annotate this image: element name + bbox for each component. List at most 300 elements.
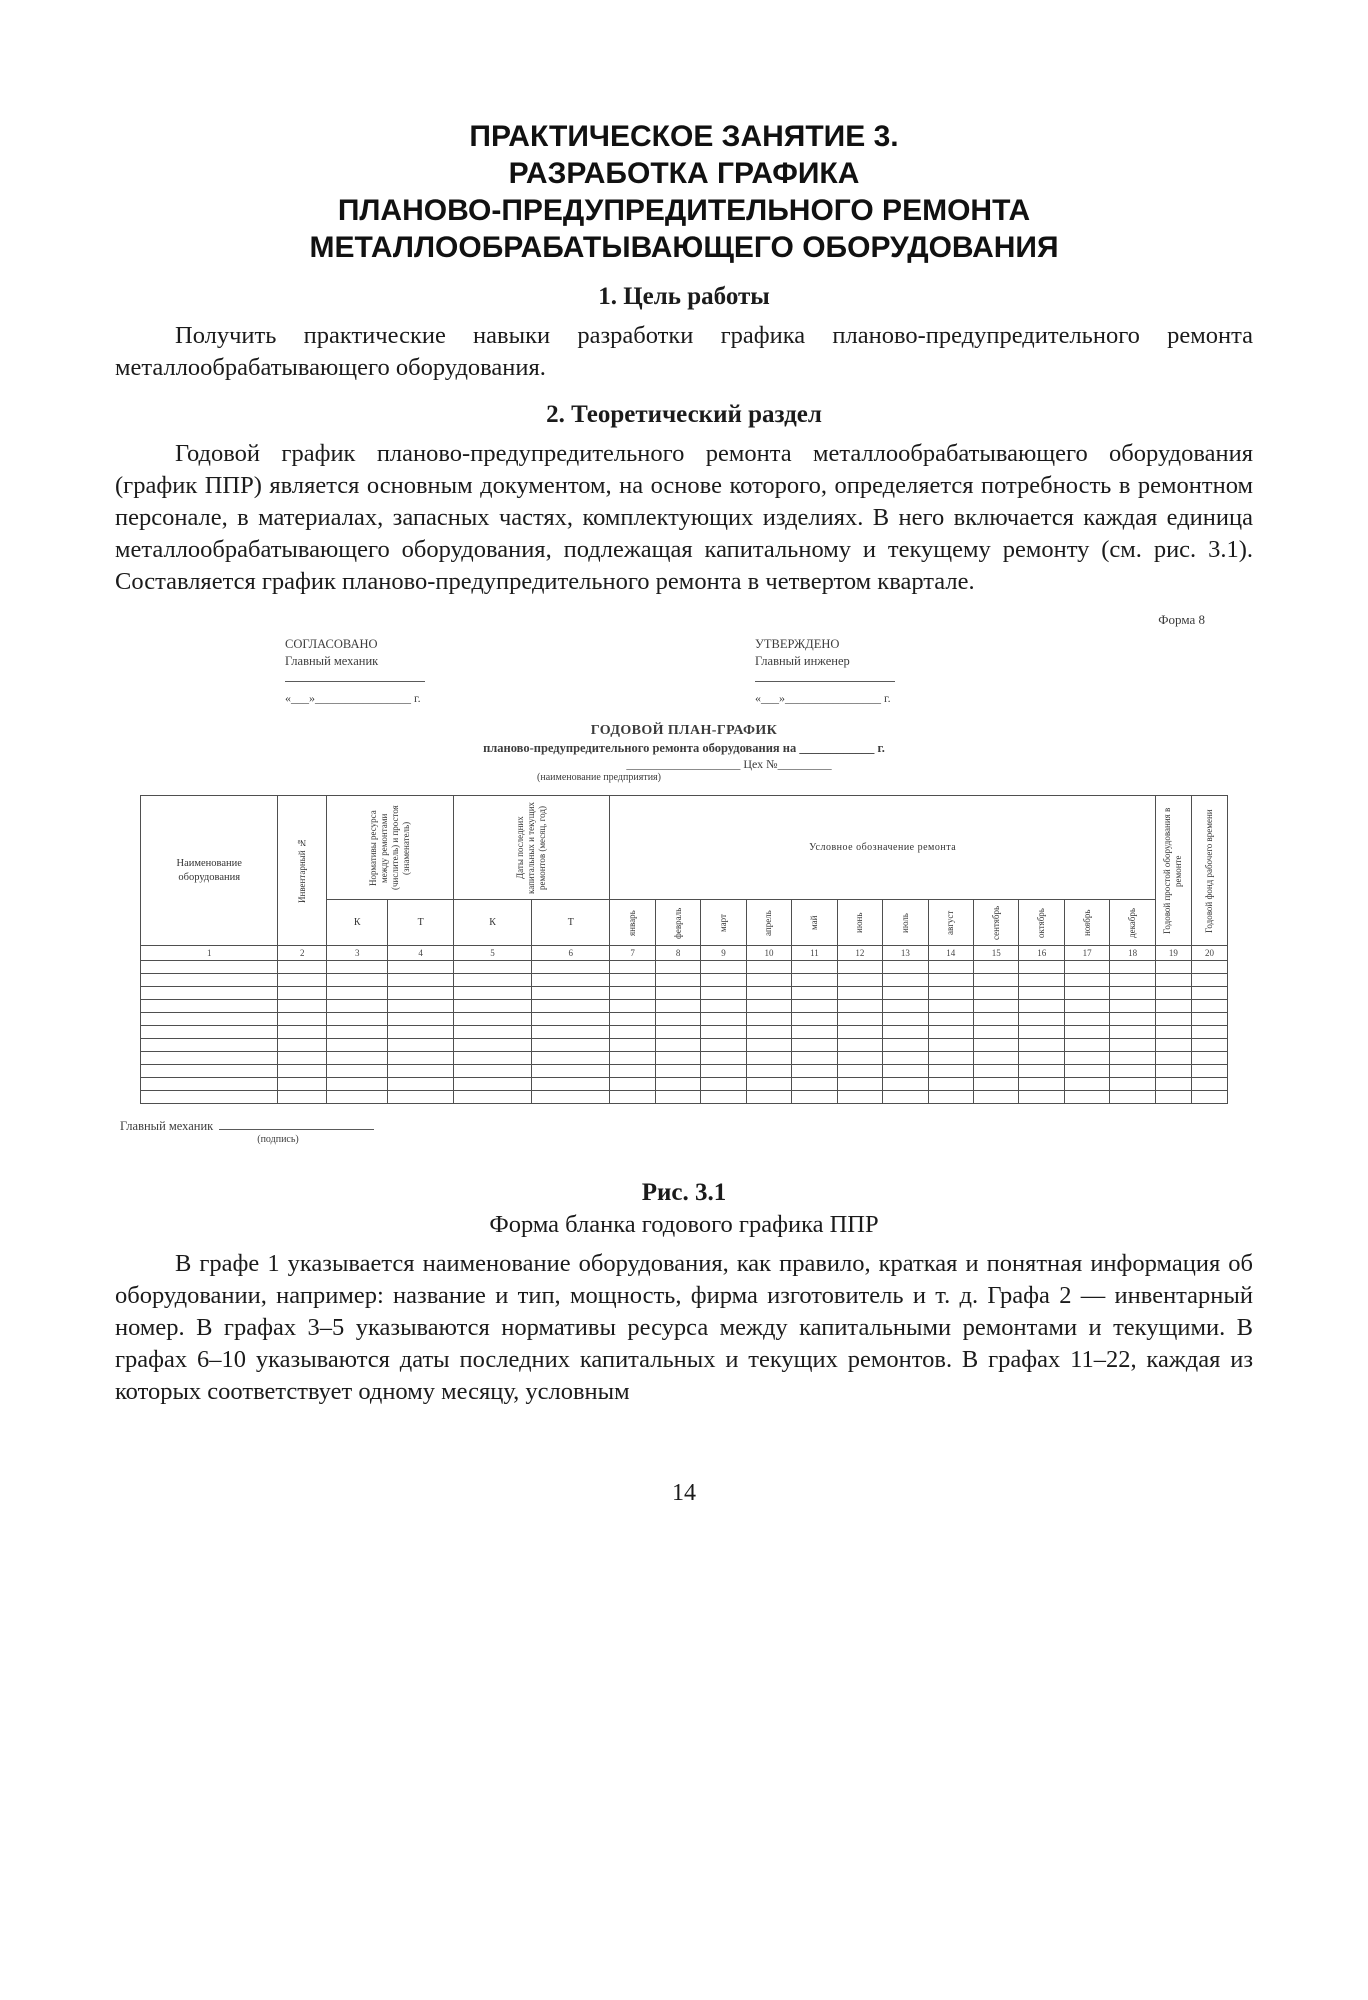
empty-cell — [1155, 961, 1191, 974]
empty-cell — [453, 961, 531, 974]
empty-cell — [610, 987, 655, 1000]
empty-cell — [928, 1026, 973, 1039]
empty-cell — [610, 1039, 655, 1052]
empty-cell — [883, 1026, 928, 1039]
empty-cell — [837, 987, 882, 1000]
empty-cell — [1064, 1039, 1109, 1052]
empty-cell — [1191, 1026, 1227, 1039]
empty-cell — [655, 1065, 700, 1078]
empty-cell — [883, 1078, 928, 1091]
empty-cell — [141, 974, 278, 987]
empty-cell — [883, 1091, 928, 1104]
empty-cell — [701, 987, 746, 1000]
col-number: 8 — [655, 946, 700, 961]
empty-cell — [1191, 974, 1227, 987]
chief-mechanic-label: Главный механик — [120, 1119, 214, 1133]
empty-cell — [655, 1039, 700, 1052]
empty-cell — [1110, 1078, 1156, 1091]
empty-cell — [974, 1039, 1019, 1052]
empty-cell — [928, 961, 973, 974]
empty-cell — [532, 974, 610, 987]
empty-cell — [327, 1078, 388, 1091]
month-cell: апрель — [746, 900, 791, 946]
empty-cell — [327, 961, 388, 974]
empty-cell — [141, 1000, 278, 1013]
empty-cell — [928, 974, 973, 987]
form-subtitle: планово-предупредительного ремонта оборудования на ____________ г. — [483, 741, 885, 755]
empty-cell — [327, 974, 388, 987]
empty-cell — [1019, 1026, 1064, 1039]
col-annual-downtime: Годовой простой оборудования в ремонте — [1155, 796, 1191, 946]
empty-cell — [655, 1052, 700, 1065]
empty-cell — [1019, 987, 1064, 1000]
month-cell: май — [792, 900, 837, 946]
empty-cell — [610, 1026, 655, 1039]
empty-cell — [1064, 1000, 1109, 1013]
empty-cell — [746, 1078, 791, 1091]
empty-cell — [327, 1013, 388, 1026]
empty-row — [141, 1013, 1228, 1026]
empty-cell — [453, 1078, 531, 1091]
empty-cell — [928, 1091, 973, 1104]
empty-cell — [532, 1078, 610, 1091]
col-number: 17 — [1064, 946, 1109, 961]
empty-cell — [1191, 1013, 1227, 1026]
empty-cell — [928, 1065, 973, 1078]
empty-cell — [532, 1039, 610, 1052]
empty-cell — [1191, 1091, 1227, 1104]
empty-cell — [883, 1065, 928, 1078]
empty-cell — [701, 1026, 746, 1039]
col-number: 10 — [746, 946, 791, 961]
empty-cell — [792, 974, 837, 987]
kt-cell: Т — [388, 900, 454, 946]
empty-cell — [974, 974, 1019, 987]
enterprise-line: ___________________ Цех №_________ — [626, 757, 832, 771]
signature-note: (подпись) — [257, 1134, 299, 1145]
empty-cell — [974, 1078, 1019, 1091]
empty-cell — [1019, 1078, 1064, 1091]
empty-cell — [746, 1000, 791, 1013]
section-2-paragraph: Годовой график планово-предупредительного ремонта металлообрабатывающего оборудования (график ППР) является основным документом, на основе которого, определяется потребность в ремонтном персонале, в материалах, запасных частях, комплектующих изделиях. В него включается каждая единица металлообрабатывающего оборудования, подлежащая капитальному и текущему ремонту (см. рис. 3.1). Составляется график планово-предупредительного ремонта в четвертом квартале. — [115, 440, 1253, 595]
empty-cell — [928, 1039, 973, 1052]
empty-cell — [1019, 1091, 1064, 1104]
empty-cell — [701, 1091, 746, 1104]
col-number: 2 — [278, 946, 327, 961]
empty-cell — [278, 1091, 327, 1104]
empty-cell — [1110, 961, 1156, 974]
kt-cell: К — [453, 900, 531, 946]
empty-cell — [883, 974, 928, 987]
empty-cell — [453, 1052, 531, 1065]
empty-cell — [141, 1078, 278, 1091]
empty-cell — [701, 1039, 746, 1052]
month-cell: август — [928, 900, 973, 946]
empty-cell — [1110, 987, 1156, 1000]
empty-cell — [388, 1091, 454, 1104]
empty-cell — [837, 1000, 882, 1013]
empty-cell — [327, 1091, 388, 1104]
empty-cell — [141, 1039, 278, 1052]
empty-cell — [610, 1091, 655, 1104]
empty-cell — [1064, 974, 1109, 987]
col-number: 14 — [928, 946, 973, 961]
empty-cell — [837, 1026, 882, 1039]
empty-cell — [141, 1026, 278, 1039]
empty-cell — [1191, 1065, 1227, 1078]
empty-cell — [278, 1039, 327, 1052]
title-line-1: ПРАКТИЧЕСКОЕ ЗАНЯТИЕ 3. — [469, 120, 899, 153]
empty-row — [141, 1026, 1228, 1039]
signature-blank-line — [219, 1118, 374, 1130]
empty-cell — [327, 1026, 388, 1039]
month-cell: сентябрь — [974, 900, 1019, 946]
empty-cell — [610, 974, 655, 987]
empty-cell — [655, 987, 700, 1000]
empty-cell — [1019, 1039, 1064, 1052]
empty-cell — [655, 961, 700, 974]
empty-cell — [1155, 1052, 1191, 1065]
empty-cell — [837, 1078, 882, 1091]
empty-cell — [655, 1078, 700, 1091]
empty-row — [141, 974, 1228, 987]
agreed-block — [285, 636, 425, 707]
empty-cell — [610, 1052, 655, 1065]
empty-cell — [141, 1013, 278, 1026]
col-group-resource-norms: Нормативы ресурса между ремонтами (числитель) и простоя (знаменатель) — [327, 796, 454, 900]
empty-cell — [837, 1013, 882, 1026]
col-number: 3 — [327, 946, 388, 961]
month-cell: ноябрь — [1064, 900, 1109, 946]
empty-cell — [974, 1000, 1019, 1013]
empty-cell — [532, 1091, 610, 1104]
empty-cell — [655, 1026, 700, 1039]
empty-cell — [1155, 1026, 1191, 1039]
empty-cell — [792, 961, 837, 974]
empty-cell — [746, 1039, 791, 1052]
empty-cell — [837, 1052, 882, 1065]
month-cell: март — [701, 900, 746, 946]
empty-row — [141, 961, 1228, 974]
empty-cell — [388, 1000, 454, 1013]
column-numbers-row — [141, 946, 1228, 961]
empty-cell — [327, 1000, 388, 1013]
empty-cell — [610, 1078, 655, 1091]
month-cell: июнь — [837, 900, 882, 946]
empty-cell — [1019, 1065, 1064, 1078]
empty-cell — [388, 1078, 454, 1091]
empty-cell — [141, 1052, 278, 1065]
empty-cell — [453, 1039, 531, 1052]
empty-cell — [1191, 1039, 1227, 1052]
empty-cell — [974, 987, 1019, 1000]
empty-row — [141, 1078, 1228, 1091]
empty-cell — [974, 1026, 1019, 1039]
empty-cell — [746, 1065, 791, 1078]
empty-cell — [1155, 974, 1191, 987]
empty-cell — [1191, 987, 1227, 1000]
empty-cell — [532, 1013, 610, 1026]
empty-cell — [701, 1052, 746, 1065]
empty-cell — [610, 1013, 655, 1026]
empty-cell — [453, 1013, 531, 1026]
col-equipment-name: Наименование оборудования — [141, 796, 278, 946]
empty-cell — [792, 987, 837, 1000]
figure-caption — [115, 1179, 1253, 1239]
empty-cell — [453, 974, 531, 987]
empty-cell — [141, 987, 278, 1000]
empty-cell — [141, 1065, 278, 1078]
empty-cell — [1019, 974, 1064, 987]
col-number: 19 — [1155, 946, 1191, 961]
section-2-heading: 2. Теоретический раздел — [546, 401, 822, 428]
form-main-title: ГОДОВОЙ ПЛАН-ГРАФИК — [590, 723, 778, 738]
empty-cell — [1155, 1013, 1191, 1026]
empty-cell — [883, 1052, 928, 1065]
empty-cell — [532, 1052, 610, 1065]
empty-cell — [388, 1013, 454, 1026]
empty-cell — [1064, 1026, 1109, 1039]
approved-signature-line — [755, 670, 895, 682]
empty-cell — [388, 1052, 454, 1065]
empty-cell — [1064, 1065, 1109, 1078]
empty-cell — [1191, 1052, 1227, 1065]
empty-cell — [746, 1013, 791, 1026]
empty-cell — [1155, 987, 1191, 1000]
empty-cell — [1064, 1078, 1109, 1091]
empty-cell — [1110, 1065, 1156, 1078]
section-1-heading: 1. Цель работы — [598, 283, 770, 310]
form-number-label: Форма 8 — [1158, 612, 1205, 627]
empty-cell — [453, 1091, 531, 1104]
col-annual-work-fund: Годовой фонд рабочего времени — [1191, 796, 1227, 946]
empty-cell — [532, 1065, 610, 1078]
empty-cell — [1191, 1000, 1227, 1013]
empty-cell — [1155, 1065, 1191, 1078]
table-header-row-1 — [141, 796, 1228, 900]
empty-cell — [792, 1000, 837, 1013]
empty-cell — [327, 987, 388, 1000]
empty-cell — [1064, 1052, 1109, 1065]
empty-cell — [655, 974, 700, 987]
empty-cell — [701, 974, 746, 987]
empty-cell — [974, 1052, 1019, 1065]
empty-cell — [1064, 1013, 1109, 1026]
empty-cell — [928, 1000, 973, 1013]
empty-cell — [746, 1052, 791, 1065]
empty-cell — [837, 1065, 882, 1078]
empty-cell — [1110, 1039, 1156, 1052]
title-line-3: ПЛАНОВО-ПРЕДУПРЕДИТЕЛЬНОГО РЕМОНТА — [337, 194, 1031, 227]
empty-cell — [532, 987, 610, 1000]
empty-cell — [278, 1000, 327, 1013]
col-number: 1 — [141, 946, 278, 961]
empty-cell — [1155, 1039, 1191, 1052]
empty-cell — [532, 961, 610, 974]
empty-cell — [453, 1000, 531, 1013]
empty-cell — [278, 974, 327, 987]
empty-cell — [1155, 1078, 1191, 1091]
empty-cell — [1019, 1052, 1064, 1065]
approved-title: УТВЕРЖДЕНО — [755, 637, 840, 651]
empty-cell — [1019, 1000, 1064, 1013]
empty-cell — [278, 1078, 327, 1091]
empty-cell — [1155, 1000, 1191, 1013]
empty-cell — [388, 974, 454, 987]
empty-cell — [883, 961, 928, 974]
empty-cell — [746, 1091, 791, 1104]
empty-cell — [701, 961, 746, 974]
col-number: 9 — [701, 946, 746, 961]
col-number: 18 — [1110, 946, 1156, 961]
empty-cell — [610, 961, 655, 974]
empty-cell — [610, 1000, 655, 1013]
empty-cell — [792, 1065, 837, 1078]
empty-cell — [278, 987, 327, 1000]
empty-cell — [701, 1065, 746, 1078]
agreed-title: СОГЛАСОВАНО — [285, 637, 378, 651]
empty-row — [141, 1000, 1228, 1013]
col-number: 4 — [388, 946, 454, 961]
col-number: 12 — [837, 946, 882, 961]
empty-cell — [278, 1052, 327, 1065]
month-cell: июль — [883, 900, 928, 946]
page-title — [115, 118, 1253, 266]
empty-cell — [746, 1026, 791, 1039]
empty-cell — [928, 1052, 973, 1065]
empty-cell — [792, 1026, 837, 1039]
approved-role: Главный инженер — [755, 654, 850, 668]
empty-cell — [655, 1000, 700, 1013]
empty-row — [141, 987, 1228, 1000]
agreed-date-line: «___»________________ г. — [285, 691, 421, 705]
empty-cell — [141, 961, 278, 974]
empty-cell — [1155, 1091, 1191, 1104]
empty-row — [141, 1091, 1228, 1104]
col-number: 15 — [974, 946, 1019, 961]
empty-cell — [388, 987, 454, 1000]
empty-cell — [746, 987, 791, 1000]
empty-cell — [1110, 1013, 1156, 1026]
empty-cell — [701, 1013, 746, 1026]
agreed-role: Главный механик — [285, 654, 379, 668]
section-3-paragraph: В графе 1 указывается наименование оборудования, как правило, краткая и понятная информация об оборудовании, например: название и тип, мощность, фирма изготовитель и т. д. Графа 2 — инвентарный номер. В графах 3–5 указываются нормативы ресурса между капитальными ремонтами и текущими. В графах 6–10 указываются даты последних капитальных и текущих ремонтов. В графах 11–22, каждая из которых соответствует одному месяцу, условным — [115, 1250, 1253, 1405]
empty-cell — [655, 1091, 700, 1104]
empty-cell — [532, 1026, 610, 1039]
agreed-signature-line — [285, 670, 425, 682]
empty-cell — [1191, 961, 1227, 974]
col-number: 13 — [883, 946, 928, 961]
month-cell: январь — [610, 900, 655, 946]
month-cell: февраль — [655, 900, 700, 946]
empty-cell — [883, 987, 928, 1000]
kt-cell: Т — [532, 900, 610, 946]
col-number: 7 — [610, 946, 655, 961]
empty-row — [141, 1039, 1228, 1052]
empty-cell — [453, 987, 531, 1000]
figure-number: Рис. 3.1 — [641, 1179, 727, 1206]
ppr-schedule-table — [140, 795, 1228, 1104]
empty-cell — [974, 1065, 1019, 1078]
empty-cell — [1019, 961, 1064, 974]
figure-title: Форма бланка годового графика ППР — [489, 1211, 879, 1238]
empty-cell — [701, 1000, 746, 1013]
title-line-4: МЕТАЛЛООБРАБАТЫВАЮЩЕГО ОБОРУДОВАНИЯ — [309, 231, 1059, 264]
empty-cell — [883, 1000, 928, 1013]
empty-cell — [327, 1052, 388, 1065]
empty-cell — [792, 1052, 837, 1065]
approval-blocks — [285, 636, 895, 707]
empty-cell — [974, 1091, 1019, 1104]
empty-cell — [1110, 1000, 1156, 1013]
col-number: 5 — [453, 946, 531, 961]
empty-cell — [1191, 1078, 1227, 1091]
col-number: 11 — [792, 946, 837, 961]
approved-date-line: «___»________________ г. — [755, 691, 891, 705]
empty-cell — [327, 1039, 388, 1052]
empty-cell — [928, 1013, 973, 1026]
month-cell: октябрь — [1019, 900, 1064, 946]
empty-cell — [837, 974, 882, 987]
empty-cell — [837, 1091, 882, 1104]
empty-cell — [883, 1013, 928, 1026]
empty-cell — [837, 1039, 882, 1052]
empty-cell — [792, 1078, 837, 1091]
col-number: 6 — [532, 946, 610, 961]
empty-cell — [928, 987, 973, 1000]
empty-cell — [1110, 1052, 1156, 1065]
col-group-repair-symbol: Условное обозначение ремонта — [610, 796, 1156, 900]
empty-cell — [883, 1039, 928, 1052]
ppr-table-body — [141, 961, 1228, 1104]
title-line-2: РАЗРАБОТКА ГРАФИКА — [508, 157, 860, 190]
empty-cell — [928, 1078, 973, 1091]
empty-cell — [655, 1013, 700, 1026]
col-inventory-number: Инвентарный № — [278, 796, 327, 946]
empty-cell — [453, 1065, 531, 1078]
empty-cell — [610, 1065, 655, 1078]
empty-cell — [278, 1013, 327, 1026]
empty-cell — [746, 974, 791, 987]
form-8 — [115, 612, 1253, 1145]
approved-block — [755, 636, 895, 707]
empty-cell — [388, 1026, 454, 1039]
empty-cell — [837, 961, 882, 974]
empty-cell — [388, 1039, 454, 1052]
empty-cell — [388, 1065, 454, 1078]
empty-cell — [746, 961, 791, 974]
section-1-paragraph: Получить практические навыки разработки графика планово-предупредительного ремонта металлообрабатывающего оборудования. — [115, 322, 1253, 381]
empty-cell — [532, 1000, 610, 1013]
chief-mechanic-signature — [120, 1118, 1253, 1134]
empty-cell — [141, 1091, 278, 1104]
empty-row — [141, 1052, 1228, 1065]
empty-cell — [278, 1026, 327, 1039]
empty-cell — [1064, 987, 1109, 1000]
empty-cell — [1019, 1013, 1064, 1026]
empty-cell — [974, 961, 1019, 974]
empty-cell — [453, 1026, 531, 1039]
empty-cell — [1064, 1091, 1109, 1104]
kt-cell: К — [327, 900, 388, 946]
empty-cell — [974, 1013, 1019, 1026]
empty-cell — [792, 1091, 837, 1104]
col-number: 20 — [1191, 946, 1227, 961]
empty-cell — [792, 1013, 837, 1026]
empty-row — [141, 1065, 1228, 1078]
empty-cell — [1110, 1026, 1156, 1039]
empty-cell — [327, 1065, 388, 1078]
